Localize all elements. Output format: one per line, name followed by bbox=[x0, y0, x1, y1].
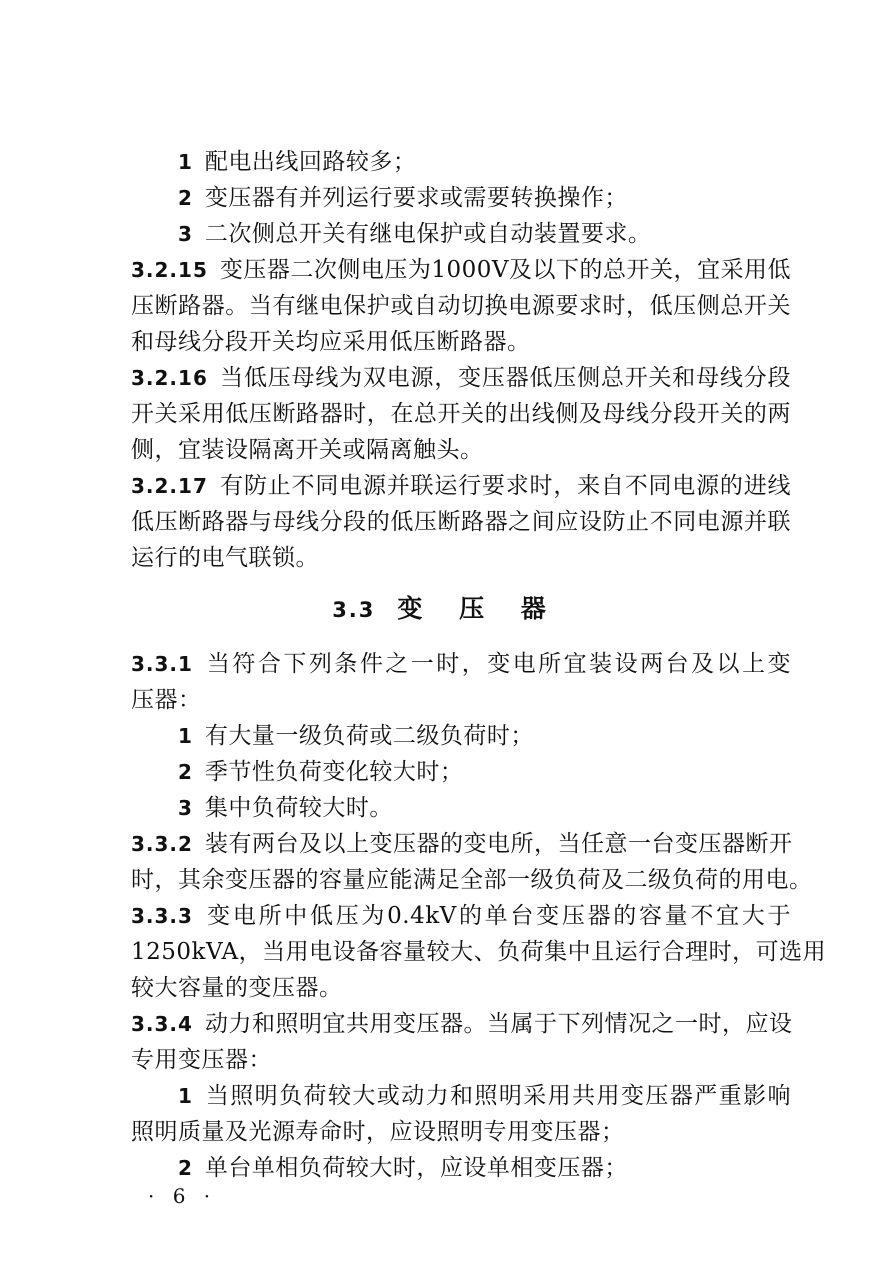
clause-number: 3.2.17 bbox=[131, 474, 208, 498]
clause-line bbox=[131, 1045, 791, 1075]
list-item bbox=[178, 183, 791, 213]
item-text: 配电出线回路较多； bbox=[204, 149, 417, 175]
list-item bbox=[178, 1153, 791, 1183]
clause-number: 3.3.4 bbox=[131, 1012, 193, 1036]
page-number: · 6 · bbox=[148, 1184, 217, 1208]
clause-line bbox=[131, 435, 791, 465]
clause-line bbox=[131, 291, 791, 321]
clause-line bbox=[131, 255, 791, 285]
clause-number: 3.2.16 bbox=[131, 366, 208, 390]
clause-text: 低压断路器与母线分段的低压断路器之间应设防止不同电源并联 bbox=[131, 509, 791, 535]
clause-line bbox=[131, 327, 791, 357]
item-number: 1 bbox=[178, 1084, 193, 1108]
clause-line bbox=[131, 399, 791, 429]
item-number: 3 bbox=[178, 222, 193, 246]
item-text: 变压器有并列运行要求或需要转换操作； bbox=[204, 185, 628, 211]
item-text: 当照明负荷较大或动力和照明采用共用变压器严重影响 bbox=[204, 1083, 791, 1109]
clause-line bbox=[131, 1009, 791, 1039]
section-heading bbox=[0, 594, 892, 625]
section-number: 3.3 bbox=[332, 598, 376, 622]
clause-line bbox=[131, 363, 791, 393]
clause-text: 变电所中低压为0.4kV的单台变压器的容量不宜大于 bbox=[204, 903, 791, 929]
clause-line bbox=[131, 865, 813, 895]
clause-text: 当低压母线为双电源，变压器低压侧总开关和母线分段 bbox=[219, 365, 791, 391]
clause-text: 装有两台及以上变压器的变电所，当任意一台变压器断开 bbox=[204, 831, 793, 857]
clause-number: 3.3.3 bbox=[131, 904, 193, 928]
clause-line bbox=[131, 901, 791, 931]
clause-number: 3.2.15 bbox=[131, 258, 208, 282]
clause-line bbox=[131, 937, 827, 967]
clause-text: 压器： bbox=[131, 687, 202, 713]
list-item bbox=[178, 757, 791, 787]
clause-text: 运行的电气联锁。 bbox=[131, 545, 319, 571]
item-text: 二次侧总开关有继电保护或自动装置要求。 bbox=[204, 221, 652, 247]
clause-text: 照明质量及光源寿命时，应设照明专用变压器； bbox=[131, 1119, 625, 1145]
clause-line bbox=[131, 507, 791, 537]
list-item bbox=[178, 147, 791, 177]
item-text: 季节性负荷变化较大时； bbox=[204, 759, 464, 785]
clause-line bbox=[131, 685, 791, 715]
clause-line bbox=[131, 649, 791, 679]
item-number: 1 bbox=[178, 150, 193, 174]
clause-number: 3.3.1 bbox=[131, 652, 193, 676]
clause-text: 变压器二次侧电压为1000V及以下的总开关，宜采用低 bbox=[219, 257, 792, 283]
clause-line bbox=[131, 829, 791, 859]
clause-line bbox=[131, 543, 791, 573]
item-text: 单台单相负荷较大时，应设单相变压器； bbox=[204, 1155, 628, 1181]
clause-line bbox=[131, 471, 791, 501]
clause-text: 压断路器。当有继电保护或自动切换电源要求时，低压侧总开关 bbox=[131, 293, 791, 319]
list-item bbox=[178, 721, 791, 751]
clause-text: 时，其余变压器的容量应能满足全部一级负荷及二级负荷的用电。 bbox=[131, 867, 813, 893]
item-number: 2 bbox=[178, 1156, 193, 1180]
clause-text: 较大容量的变压器。 bbox=[131, 975, 343, 1001]
item-number: 1 bbox=[178, 724, 193, 748]
clause-text: 1250kVA，当用电设备容量较大、负荷集中且运行合理时，可选用 bbox=[131, 939, 827, 965]
item-text: 有大量一级负荷或二级负荷时； bbox=[204, 723, 534, 749]
clause-text: 和母线分段开关均应采用低压断路器。 bbox=[131, 329, 531, 355]
clause-text: 当符合下列条件之一时，变电所宜装设两台及以上变 bbox=[204, 651, 791, 677]
list-item bbox=[178, 793, 791, 823]
clause-text: 专用变压器： bbox=[131, 1047, 272, 1073]
item-number: 2 bbox=[178, 186, 193, 210]
clause-line bbox=[131, 973, 791, 1003]
list-item bbox=[178, 219, 791, 249]
clause-text: 有防止不同电源并联运行要求时，来自不同电源的进线 bbox=[219, 473, 791, 499]
list-item bbox=[178, 1081, 791, 1111]
clause-text: 开关采用低压断路器时，在总开关的出线侧及母线分段开关的两 bbox=[131, 401, 791, 427]
clause-text: 动力和照明宜共用变压器。当属于下列情况之一时，应设 bbox=[204, 1011, 793, 1037]
clause-line bbox=[131, 1117, 791, 1147]
item-text: 集中负荷较大时。 bbox=[204, 795, 393, 821]
section-title: 变 压 器 bbox=[397, 594, 560, 623]
item-number: 3 bbox=[178, 796, 193, 820]
clause-number: 3.3.2 bbox=[131, 832, 193, 856]
item-number: 2 bbox=[178, 760, 193, 784]
clause-text: 侧，宜装设隔离开关或隔离触头。 bbox=[131, 437, 484, 463]
